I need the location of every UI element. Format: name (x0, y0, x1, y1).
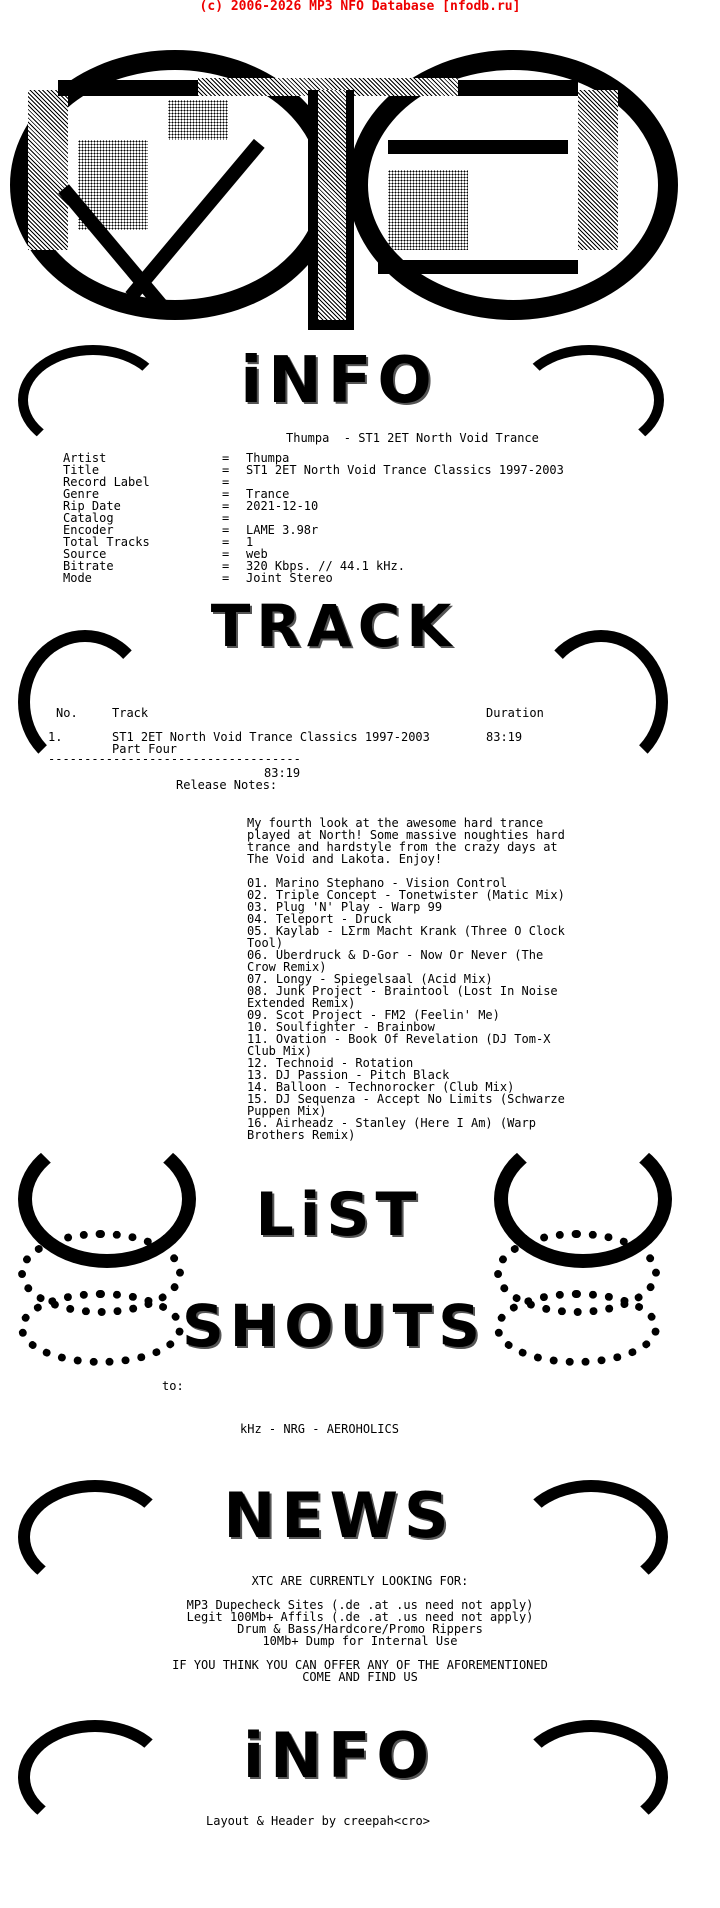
info-banner-top-text: iNFO (240, 344, 438, 418)
release-header: Thumpa - ST1 2ET North Void Trance (286, 431, 539, 445)
info-sep: = (222, 475, 230, 489)
notes-track-line: 07. Longy - Spiegelsaal (Acid Mix) (247, 972, 493, 986)
news-banner-text: NEWS (223, 1479, 455, 1552)
news-offer-line: COME AND FIND US (302, 1670, 418, 1684)
info-key: Bitrate (63, 559, 114, 573)
notes-track-line: 11. Ovation - Book Of Revelation (DJ Tom-X (247, 1032, 551, 1046)
notes-intro-line: The Void and Lakota. Enjoy! (247, 852, 443, 866)
info-value: Thumpa (246, 451, 290, 465)
info-value: web (246, 547, 268, 561)
info-value: 320 Kbps. // 44.1 kHz. (246, 559, 405, 573)
shouts-groups: kHz - NRG - AEROHOLICS (240, 1422, 399, 1436)
track-no: 1. (48, 730, 63, 744)
news-offer-line: IF YOU THINK YOU CAN OFFER ANY OF THE AFOREMENTIONED (172, 1658, 548, 1672)
notes-track-line: 01. Marino Stephano - Vision Control (247, 876, 508, 890)
track-title: ST1 2ET North Void Trance Classics 1997-2003 (112, 730, 430, 744)
info-sep: = (222, 511, 230, 525)
notes-track-line: 16. Airheadz - Stanley (Here I Am) (Warp (247, 1116, 536, 1130)
info-banner-bottom-text: iNFO (242, 1719, 436, 1792)
info-key: Encoder (63, 523, 114, 537)
tracklist-separator: ----------------------------------- (48, 752, 301, 766)
notes-track-line: 13. DJ Passion - Pitch Black (247, 1068, 450, 1082)
notes-intro-line: My fourth look at the awesome hard trance (247, 816, 544, 830)
notes-track-line: 10. Soulfighter - Brainbow (247, 1020, 435, 1034)
notes-track-line: 05. Kaylab - LΣrm Macht Krank (Three O Clock (247, 924, 565, 938)
notes-track-line: Club Mix) (247, 1044, 313, 1058)
news-heading: XTC ARE CURRENTLY LOOKING FOR: (251, 1574, 469, 1588)
col-header-duration: Duration (486, 706, 544, 720)
copyright-link[interactable]: (c) 2006-2026 MP3 NFO Database [nfodb.ru] (199, 0, 521, 14)
notes-track-line: 04. Teleport - Druck (247, 912, 392, 926)
info-sep: = (222, 559, 230, 573)
total-duration: 83:19 (264, 766, 301, 780)
shouts-banner-text: SHOUTS (181, 1292, 487, 1360)
notes-track-line: 08. Junk Project - Braintool (Lost In Noise (247, 984, 558, 998)
info-key: Total Tracks (63, 535, 150, 549)
track-banner-art (14, 590, 654, 700)
info-sep: = (222, 571, 230, 585)
track-banner-text: TRACK (210, 592, 458, 660)
info-key: Artist (63, 451, 107, 465)
credits: Layout & Header by creepah<cro> (206, 1814, 430, 1828)
release-notes-label: Release Notes: (176, 778, 278, 792)
shouts-banner-art (14, 1290, 654, 1370)
notes-track-line: Puppen Mix) (247, 1104, 327, 1118)
notes-track-line: Crow Remix) (247, 960, 327, 974)
track-title-cont: Part Four (112, 742, 178, 756)
info-key: Source (63, 547, 107, 561)
notes-track-line: 14. Balloon - Technorocker (Club Mix) (247, 1080, 515, 1094)
info-key: Title (63, 463, 100, 477)
col-header-track: Track (112, 706, 149, 720)
info-value: Joint Stereo (246, 571, 333, 585)
info-value: 2021-12-10 (246, 499, 319, 513)
info-sep: = (222, 451, 230, 465)
info-key: Rip Date (63, 499, 121, 513)
info-key: Catalog (63, 511, 114, 525)
info-banner-bottom-art (14, 1700, 654, 1810)
notes-intro-line: trance and hardstyle from the crazy days at (247, 840, 558, 854)
news-item: MP3 Dupecheck Sites (.de .at .us need not apply) (186, 1598, 534, 1612)
notes-track-line: 15. DJ Sequenza - Accept No Limits (Schwarze (247, 1092, 565, 1106)
info-sep: = (222, 535, 230, 549)
track-duration: 83:19 (486, 730, 523, 744)
notes-track-line: 12. Technoid - Rotation (247, 1056, 414, 1070)
list-banner-text: LiST (255, 1180, 423, 1250)
info-sep: = (222, 523, 230, 537)
info-value: LAME 3.98r (246, 523, 319, 537)
shouts-label: to: (162, 1379, 184, 1393)
notes-track-line: 09. Scot Project - FM2 (Feelin' Me) (247, 1008, 500, 1022)
notes-track-line: Tool) (247, 936, 284, 950)
info-sep: = (222, 463, 230, 477)
news-item: Legit 100Mb+ Affils (.de .at .us need not apply) (186, 1610, 534, 1624)
list-banner-art (14, 1150, 654, 1280)
info-sep: = (222, 547, 230, 561)
info-sep: = (222, 487, 230, 501)
col-header-no: No. (56, 706, 78, 720)
notes-track-line: 06. Uberdruck & D-Gor - Now Or Never (The (247, 948, 544, 962)
news-item: Drum & Bass/Hardcore/Promo Rippers (237, 1622, 483, 1636)
notes-track-line: 03. Plug 'N' Play - Warp 99 (247, 900, 443, 914)
xtc-logo-art (8, 20, 648, 320)
notes-track-line: Extended Remix) (247, 996, 356, 1010)
info-key: Genre (63, 487, 100, 501)
news-item: 10Mb+ Dump for Internal Use (262, 1634, 458, 1648)
info-sep: = (222, 499, 230, 513)
info-key: Mode (63, 571, 92, 585)
info-banner-art (14, 325, 654, 425)
notes-track-line: 02. Triple Concept - Tonetwister (Matic Mix) (247, 888, 565, 902)
info-value: ST1 2ET North Void Trance Classics 1997-2003 (246, 463, 564, 477)
info-value: 1 (246, 535, 254, 549)
info-value: Trance (246, 487, 290, 501)
notes-track-line: Brothers Remix) (247, 1128, 356, 1142)
notes-intro-line: played at North! Some massive noughties hard (247, 828, 565, 842)
news-banner-art (14, 1460, 654, 1570)
info-key: Record Label (63, 475, 150, 489)
